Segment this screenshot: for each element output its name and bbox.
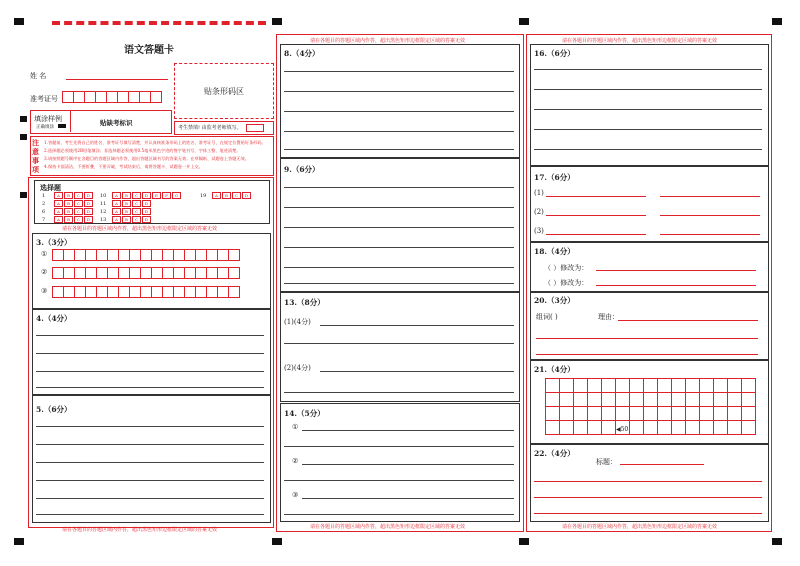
note-line: 1.答题前，考生先将自己的姓名、准考证号填写清楚，并认真核准条形码上的姓名、准考证号，在规定位置贴好条形码。 (44, 140, 266, 145)
choice-bubble[interactable]: C (74, 192, 83, 199)
choice-bubble[interactable]: B (64, 208, 73, 215)
correct-fill-label: 正确填涂 (36, 125, 54, 130)
grid-cell[interactable] (658, 393, 672, 407)
grid-cell[interactable] (588, 407, 602, 421)
grid-cell[interactable] (686, 379, 700, 393)
answer-line[interactable] (660, 196, 760, 197)
grid-cell[interactable] (742, 421, 756, 435)
grid-cell[interactable] (714, 393, 728, 407)
grid-cell[interactable] (644, 421, 658, 435)
grid-cell[interactable] (700, 379, 714, 393)
choice-number: 12 (100, 209, 107, 215)
alignment-mark (14, 18, 24, 25)
q21-count-marker: ◀50 (616, 426, 629, 433)
grid-cell[interactable] (728, 421, 742, 435)
grid-cell[interactable] (644, 407, 658, 421)
answer-line[interactable] (36, 371, 264, 372)
absent-note: 考生禁填! 由监考老师填写。 (178, 125, 242, 131)
grid-cell[interactable] (574, 379, 588, 393)
exam-id-field[interactable] (62, 91, 161, 103)
q20-answer-line[interactable] (536, 354, 758, 355)
answer-line[interactable] (36, 335, 264, 336)
choice-bubble[interactable]: F (162, 192, 171, 199)
q17-part-label: (2) (534, 208, 544, 216)
q20-title: 20.（3分） (534, 296, 575, 305)
note-line: 3.请按照题号顺序在各题目的答题区域内作答，超出答题区域书写的答案无效；在草稿纸、试题卷上答题无效。 (44, 156, 249, 161)
answer-line[interactable] (320, 371, 514, 372)
choice-bubble[interactable]: D (142, 216, 151, 223)
alignment-mark (772, 18, 782, 25)
timing-mark (20, 116, 27, 122)
choice-question-7 (42, 216, 94, 223)
q14-box (280, 403, 520, 522)
answer-line[interactable] (534, 89, 762, 90)
name-label: 姓 名 (30, 72, 47, 80)
choice-bubble[interactable]: C (132, 208, 141, 215)
answer-line[interactable] (660, 215, 760, 216)
fill-sample-label: 填涂样例 (34, 115, 62, 123)
choice-bubble[interactable]: A (112, 208, 121, 215)
choice-bubble[interactable]: A (112, 216, 121, 223)
q3-row-label: ③ (41, 287, 48, 295)
choice-bubble[interactable]: A (54, 192, 63, 199)
choice-number: 19 (200, 193, 207, 199)
choice-number: 13 (100, 217, 107, 223)
grid-cell[interactable] (728, 379, 742, 393)
grid-cell[interactable] (602, 393, 616, 407)
answer-line[interactable] (284, 283, 514, 284)
choice-bubble[interactable]: D (142, 200, 151, 207)
q22-heading-line[interactable] (620, 464, 704, 465)
grid-cell[interactable] (546, 421, 560, 435)
q9-box (280, 158, 520, 292)
q14-part-label: ③ (292, 491, 299, 499)
choice-bubble[interactable]: C (132, 216, 141, 223)
q17-part-label: (1) (534, 189, 544, 197)
choice-bubble[interactable]: E (152, 192, 161, 199)
q17-part-label: (3) (534, 227, 544, 235)
choice-number: 10 (100, 193, 107, 199)
grid-cell[interactable] (228, 286, 240, 298)
q20-answer-line[interactable] (536, 338, 758, 339)
grid-cell[interactable] (700, 421, 714, 435)
answer-line[interactable] (302, 464, 514, 465)
divider (70, 110, 71, 132)
grid-cell[interactable] (560, 379, 574, 393)
q13-title: 13.（8分） (284, 298, 325, 307)
choice-bubble[interactable]: B (64, 216, 73, 223)
answer-line[interactable] (546, 234, 646, 235)
grid-cell[interactable] (630, 379, 644, 393)
grid-cell[interactable] (560, 393, 574, 407)
answer-line[interactable] (546, 196, 646, 197)
answer-line[interactable] (284, 446, 514, 447)
choice-number: 2 (42, 201, 46, 207)
answer-line[interactable] (284, 207, 514, 208)
alignment-mark (272, 18, 282, 25)
grid-cell[interactable] (616, 379, 630, 393)
choice-bubble[interactable]: A (112, 200, 121, 207)
q8-title: 8.（4分） (284, 49, 320, 58)
choice-question-11 (100, 200, 152, 207)
timing-mark (20, 192, 27, 198)
q21-writing-grid[interactable] (545, 378, 756, 435)
grid-cell[interactable] (546, 393, 560, 407)
choice-question-1 (42, 192, 94, 199)
choice-bubble[interactable]: B (64, 192, 73, 199)
choice-bubble[interactable]: B (122, 200, 131, 207)
grid-cell[interactable] (672, 379, 686, 393)
q5-title: 5.（6分） (36, 405, 72, 414)
grid-cell[interactable] (616, 407, 630, 421)
q4-title: 4.（4分） (36, 314, 72, 323)
choice-question-6 (42, 208, 94, 215)
choice-bubble[interactable]: D (84, 208, 93, 215)
boundary-notice: 请在各题目的答题区域内作答，超出黑色矩形边框限定区域的答案无效 (310, 38, 466, 44)
choice-question-12 (100, 208, 152, 215)
answer-line[interactable] (534, 109, 762, 110)
answer-line[interactable] (302, 498, 514, 499)
choice-bubble[interactable]: A (54, 216, 63, 223)
grid-cell[interactable] (700, 407, 714, 421)
grid-cell[interactable] (630, 393, 644, 407)
choice-bubble[interactable]: B (64, 200, 73, 207)
alignment-mark (14, 538, 24, 545)
grid-cell[interactable] (714, 407, 728, 421)
note-line: 2.选择题必须使用2B铅笔填涂；非选择题必须使用0.5毫米黑色字迹的签字笔书写，字体工整、笔迹清楚。 (44, 148, 241, 153)
grid-cell[interactable] (686, 393, 700, 407)
answer-line[interactable] (284, 247, 514, 248)
grid-cell[interactable] (672, 407, 686, 421)
grid-cell[interactable] (742, 407, 756, 421)
answer-line[interactable] (284, 267, 514, 268)
q3-char-grid[interactable] (52, 249, 239, 261)
note-line: 4.保持卡面清洁，不要折叠，不要弄破，考试结束后，请将答题卡、试题卷一并上交。 (44, 164, 203, 169)
answer-line[interactable] (534, 129, 762, 130)
q20-answer-line[interactable] (618, 320, 758, 321)
grid-cell[interactable] (602, 379, 616, 393)
grid-cell[interactable] (560, 407, 574, 421)
grid-cell[interactable] (602, 407, 616, 421)
q3-char-grid[interactable] (52, 267, 239, 279)
grid-cell[interactable] (616, 393, 630, 407)
choice-bubble[interactable]: D (84, 216, 93, 223)
grid-cell[interactable] (658, 421, 672, 435)
choice-number: 6 (42, 209, 46, 215)
q3-char-grid[interactable] (52, 286, 239, 298)
q16-box (530, 44, 769, 166)
grid-cell[interactable] (588, 379, 602, 393)
answer-line[interactable] (36, 514, 264, 515)
q18-part-label: （ ）修改为： (544, 279, 589, 287)
filled-sample-icon (58, 124, 66, 128)
choice-question-13 (100, 216, 152, 223)
choice-bubble[interactable]: D (142, 208, 151, 215)
answer-line[interactable] (534, 69, 762, 70)
grid-cell[interactable] (686, 407, 700, 421)
answer-line[interactable] (284, 343, 514, 344)
q9-title: 9.（6分） (284, 165, 320, 174)
choice-bubble[interactable]: C (132, 200, 141, 207)
answer-line[interactable] (320, 325, 514, 326)
q13-part-label: (2)(4分) (284, 364, 311, 372)
answer-line[interactable] (534, 481, 762, 482)
grid-cell[interactable] (728, 393, 742, 407)
answer-line[interactable] (284, 131, 514, 132)
q22-title: 22.（4分） (534, 449, 575, 458)
grid-cell[interactable] (714, 379, 728, 393)
choice-question-10 (100, 192, 182, 199)
answer-line[interactable] (546, 215, 646, 216)
barcode-label: 贴条形码区 (204, 87, 244, 96)
grid-cell[interactable] (228, 267, 240, 279)
answer-line[interactable] (284, 514, 514, 515)
choice-bubble[interactable]: D (142, 192, 151, 199)
choice-bubble[interactable]: B (122, 216, 131, 223)
answer-line[interactable] (36, 498, 264, 499)
q18-answer-line[interactable] (596, 270, 756, 271)
answer-line[interactable] (284, 480, 514, 481)
choice-bubble[interactable]: D (84, 200, 93, 207)
choice-bubble[interactable]: A (54, 208, 63, 215)
grid-cell[interactable] (742, 379, 756, 393)
q20-word-label: 组词( ) (536, 313, 558, 321)
q3-row-label: ① (41, 250, 48, 258)
exam-id-label: 准考证号 (30, 95, 58, 103)
grid-cell[interactable] (574, 421, 588, 435)
choice-bubble[interactable]: G (172, 192, 181, 199)
q3-title: 3.（3分） (36, 238, 72, 247)
alignment-mark (272, 538, 282, 545)
alignment-mark (519, 538, 529, 545)
grid-cell[interactable] (672, 393, 686, 407)
alignment-mark (519, 18, 529, 25)
grid-cell[interactable] (742, 393, 756, 407)
choice-number: 11 (100, 201, 107, 207)
grid-cell[interactable] (700, 393, 714, 407)
answer-line[interactable] (534, 149, 762, 150)
choice-bubble[interactable]: C (74, 200, 83, 207)
answer-line[interactable] (36, 387, 264, 388)
grid-cell[interactable] (560, 421, 574, 435)
answer-line[interactable] (284, 111, 514, 112)
grid-cell[interactable] (630, 407, 644, 421)
choice-bubble[interactable]: A (112, 192, 121, 199)
boundary-notice: 请在各题目的答题区域内作答，超出黑色矩形边框限定区域的答案无效 (62, 527, 218, 533)
choice-bubble[interactable]: A (212, 192, 221, 199)
grid-cell[interactable] (546, 407, 560, 421)
answer-line[interactable] (284, 91, 514, 92)
q14-part-label: ① (292, 423, 299, 431)
q13-part-label: (1)(4分) (284, 318, 311, 326)
answer-line[interactable] (302, 430, 514, 431)
q20-reason-label: 理由： (598, 313, 619, 321)
choice-bubble[interactable]: D (242, 192, 251, 199)
q3-row-label: ② (41, 268, 48, 276)
answer-line[interactable] (36, 480, 264, 481)
alignment-mark (772, 538, 782, 545)
q18-answer-line[interactable] (596, 285, 756, 286)
absent-checkbox[interactable] (246, 124, 264, 132)
answer-line[interactable] (284, 392, 514, 393)
grid-cell[interactable] (728, 407, 742, 421)
q21-title: 21.（4分） (534, 365, 575, 374)
grid-cell[interactable] (644, 379, 658, 393)
answer-line[interactable] (284, 149, 514, 150)
tear-dashed-line (52, 21, 266, 25)
page-title: 语文答题卡 (124, 45, 174, 56)
notes-heading: 注 意 事 项 (32, 138, 39, 174)
answer-line[interactable] (36, 353, 264, 354)
grid-cell[interactable] (602, 421, 616, 435)
choice-number: 1 (42, 193, 46, 199)
grid-cell[interactable] (574, 407, 588, 421)
grid-cell[interactable] (658, 407, 672, 421)
answer-line[interactable] (36, 426, 264, 427)
grid-cell[interactable] (686, 421, 700, 435)
choice-bubble[interactable]: B (122, 208, 131, 215)
choice-bubble[interactable]: C (74, 208, 83, 215)
grid-cell[interactable] (574, 393, 588, 407)
answer-line[interactable] (284, 227, 514, 228)
grid-cell[interactable] (644, 393, 658, 407)
choice-bubble[interactable]: B (122, 192, 131, 199)
answer-line[interactable] (284, 187, 514, 188)
grid-cell[interactable] (658, 379, 672, 393)
choice-bubble[interactable]: A (54, 200, 63, 207)
boundary-notice: 请在各题目的答题区域内作答，超出黑色矩形边框限定区域的答案无效 (310, 524, 466, 530)
q16-title: 16.（6分） (534, 49, 575, 58)
answer-line[interactable] (534, 513, 762, 514)
choice-bubble[interactable]: C (74, 216, 83, 223)
grid-cell[interactable] (546, 379, 560, 393)
q18-title: 18.（4分） (534, 247, 575, 256)
grid-cell[interactable] (714, 421, 728, 435)
q14-title: 14.（5分） (284, 409, 325, 418)
answer-line[interactable] (660, 234, 760, 235)
q13-box (280, 292, 520, 402)
choice-bubble[interactable]: C (132, 192, 141, 199)
choice-bubble[interactable]: C (232, 192, 241, 199)
choice-number: 7 (42, 217, 46, 223)
q18-part-label: （ ）修改为： (544, 264, 589, 272)
timing-mark (20, 134, 27, 140)
name-field[interactable] (66, 79, 168, 80)
choice-question-2 (42, 200, 94, 207)
absent-mark-label: 贴缺考标识 (100, 119, 133, 127)
choice-bubble[interactable]: B (222, 192, 231, 199)
grid-cell[interactable] (228, 249, 240, 261)
answer-line[interactable] (36, 444, 264, 445)
q8-box (280, 44, 520, 158)
q22-heading-label: 标题： (596, 458, 617, 466)
boundary-notice: 请在各题目的答题区域内作答，超出黑色矩形边框限定区域的答案无效 (62, 226, 218, 232)
grid-cell[interactable] (672, 421, 686, 435)
grid-cell[interactable] (588, 393, 602, 407)
boundary-notice: 请在各题目的答题区域内作答，超出黑色矩形边框限定区域的答案无效 (562, 38, 718, 44)
boundary-notice: 请在各题目的答题区域内作答，超出黑色矩形边框限定区域的答案无效 (562, 524, 718, 530)
grid-cell[interactable] (588, 421, 602, 435)
choice-bubble[interactable]: D (84, 192, 93, 199)
choice-question-19 (200, 192, 252, 199)
answer-line[interactable] (534, 497, 762, 498)
grid-cell[interactable] (630, 421, 644, 435)
answer-line[interactable] (36, 462, 264, 463)
q14-part-label: ② (292, 457, 299, 465)
answer-line[interactable] (284, 71, 514, 72)
choice-title: 选择题 (40, 183, 61, 192)
q17-title: 17.（6分） (534, 173, 575, 182)
